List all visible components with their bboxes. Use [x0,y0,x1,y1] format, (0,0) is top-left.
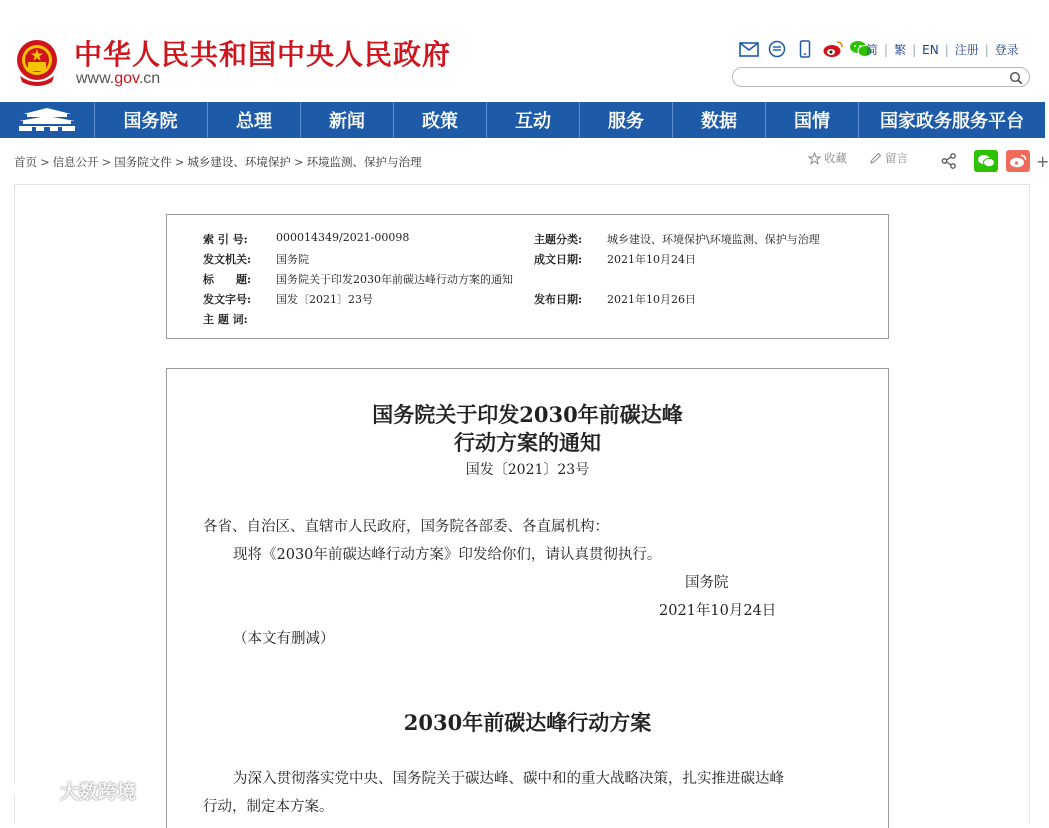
lang-traditional-link[interactable]: 繁 [894,43,907,57]
nav-item-services[interactable]: 服务 [580,102,673,138]
meta-date-pub-label: 发布日期: [534,293,583,306]
language-links [866,41,1019,58]
watermark-logo-icon [10,780,54,802]
document-meta-box [166,214,889,339]
star-icon [808,152,821,165]
national-emblem-icon[interactable] [14,38,60,86]
url-suffix: .cn [138,70,161,87]
share-weibo-button[interactable] [1006,150,1030,172]
breadcrumb-separator: > [101,155,112,169]
meta-title-label: 标 题: [203,273,252,286]
meta-issuer-label: 发文机关: [203,253,252,266]
site-url[interactable] [76,70,160,88]
breadcrumb-home[interactable]: 首页 [14,155,37,169]
site-header [0,0,1045,102]
meta-date-written-value: 2021年10月24日 [607,253,696,266]
breadcrumb-bar [0,138,1049,184]
nav-item-gov-service-platform[interactable]: 国家政务服务平台 [880,111,1024,132]
share-icon[interactable] [940,152,958,170]
plan-paragraph-line-1: 为深入贯彻落实党中央、国务院关于碳达峰、碳中和的重大战略决策，扎实推进碳达峰 [233,771,784,787]
nav-item-premier[interactable]: 总理 [208,102,301,138]
weibo-icon [1009,154,1027,168]
breadcrumb [14,154,422,170]
lang-simplified-link[interactable]: 简 [866,43,879,57]
document-sign-date: 2021年10月24日 [659,603,777,619]
divider: | [944,42,949,57]
meta-date-pub-value: 2021年10月26日 [607,293,696,306]
mail-icon[interactable] [738,40,760,58]
header-tool-icons [738,40,872,58]
document-body [166,368,889,828]
wechat-icon [977,154,995,168]
pencil-icon [869,152,882,165]
nav-item-national-info[interactable]: 国情 [766,102,859,138]
nav-item-data[interactable]: 数据 [673,102,766,138]
nav-item-interaction[interactable]: 互动 [487,102,580,138]
meta-date-written-label: 成文日期: [534,253,583,266]
site-title[interactable]: 中华人民共和国中央人民政府 [74,38,452,71]
nav-item-state-council[interactable]: 国务院 [94,102,208,138]
watermark-text: 大数跨境 [60,781,137,803]
search-icon[interactable] [1009,70,1023,84]
weibo-icon[interactable] [822,40,844,58]
nav-item-news[interactable]: 新闻 [301,102,394,138]
share-more-icon[interactable]: + [1036,151,1049,171]
document-number: 国发〔2021〕23号 [465,462,590,478]
breadcrumb-separator: > [40,155,50,169]
url-domain: gov [114,70,139,87]
breadcrumb-separator: > [293,155,304,169]
divider: | [884,42,889,57]
document-signer: 国务院 [685,575,729,591]
breadcrumb-info-disclosure[interactable]: 信息公开 [52,155,99,169]
comment-button[interactable] [869,150,908,166]
meta-keywords-label: 主 题 词: [203,313,248,326]
document-addressee: 各省、自治区、直辖市人民政府，国务院各部委、各直属机构： [203,519,609,535]
meta-index-value: 000014349/2021-00098 [276,231,410,244]
main-nav [0,102,1045,138]
breadcrumb-separator: > [174,155,185,169]
divider: | [912,42,917,57]
share-bar [940,150,1049,172]
breadcrumb-state-council-docs[interactable]: 国务院文件 [114,155,172,169]
document-title-line-2: 行动方案的通知 [454,430,601,455]
plan-title: 2030年前碳达峰行动方案 [403,710,652,735]
comment-label: 留言 [885,151,908,165]
breadcrumb-environment-monitoring[interactable]: 环境监测、保护与治理 [306,155,422,169]
meta-issuer-value: 国务院 [276,253,309,266]
nav-item-policy[interactable]: 政策 [394,102,487,138]
favorite-button[interactable] [808,150,847,166]
meta-topic-value: 城乡建设、环境保护\环境监测、保护与治理 [607,233,820,246]
meta-index-label: 索 引 号: [203,233,248,246]
nav-home-tiananmen-icon[interactable] [0,102,95,138]
plan-paragraph-line-2: 行动，制定本方案。 [203,799,334,815]
meta-doc-no-value: 国发〔2021〕23号 [276,293,373,306]
document-note: （本文有删减） [233,631,335,647]
divider: | [984,42,989,57]
meta-doc-no-label: 发文字号: [203,293,252,306]
favorite-label: 收藏 [824,151,847,165]
login-link[interactable]: 登录 [994,43,1019,57]
breadcrumb-urban-environment[interactable]: 城乡建设、环境保护 [187,155,291,169]
rss-icon[interactable] [766,40,788,58]
mobile-icon[interactable] [794,40,816,58]
meta-topic-label: 主题分类: [534,233,583,246]
url-prefix: www. [76,70,115,87]
article-actions [808,150,930,166]
register-link[interactable]: 注册 [954,43,979,57]
share-wechat-button[interactable] [974,150,998,172]
watermark [10,777,136,804]
search-input[interactable] [743,70,1007,86]
lang-english-link[interactable]: EN [922,42,939,57]
document-body-text: 现将《2030年前碳达峰行动方案》印发给你们，请认真贯彻执行。 [233,547,662,563]
search-box [732,67,1030,87]
document-title-line-1: 国务院关于印发2030年前碳达峰 [372,402,683,427]
meta-title-value: 国务院关于印发2030年前碳达峰行动方案的通知 [276,273,513,286]
